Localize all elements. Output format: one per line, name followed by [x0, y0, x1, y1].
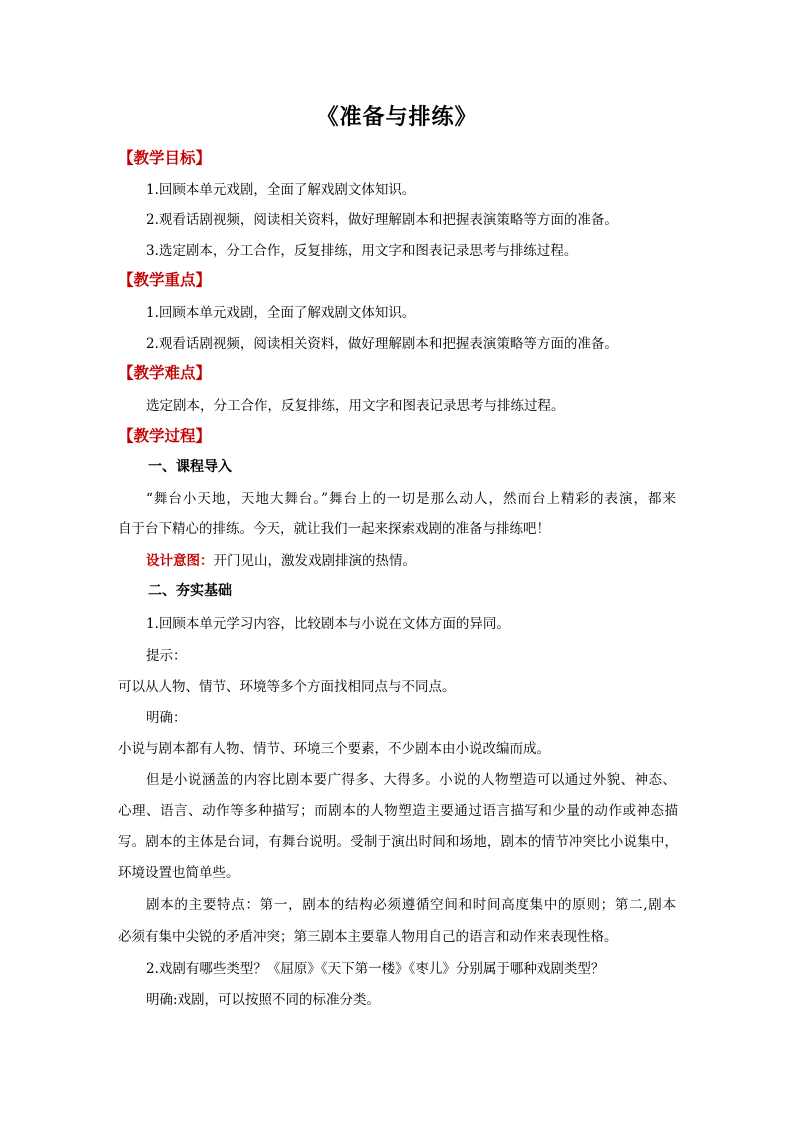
subheading-foundation: 二、夯实基础 — [148, 583, 232, 599]
question-1: 1.回顾本单元学习内容，比较剧本与小说在文体方面的异同。 — [146, 616, 510, 632]
comparison-paragraph-line-4: 环境设置也简单些。 — [118, 865, 240, 881]
comparison-paragraph-line-1: 但是小说涵盖的内容比剧本要广得多、大得多。小说的人物塑造可以通过外貌、神态、 — [146, 772, 676, 788]
comparison-paragraph-line-2: 心理、语言、动作等多种描写；而剧本的人物塑造主要通过语言描写和少量的动作或神态描 — [118, 803, 678, 819]
intro-paragraph-line-2: 自于台下精心的排练。今天，就让我们一起来探索戏剧的准备与排练吧！ — [118, 521, 550, 537]
key-point-item-2: 2.观看话剧视频，阅读相关资料，做好理解剧本和把握表演策略等方面的准备。 — [146, 336, 618, 352]
goal-item-3: 3.选定剧本，分工合作，反复排练，用文字和图表记录思考与排练过程。 — [146, 243, 578, 259]
key-point-item-1: 1.回顾本单元戏剧，全面了解戏剧文体知识。 — [146, 305, 416, 321]
design-intent — [146, 549, 416, 569]
question-2: 2.戏剧有哪些类型？《屈原》《天下第一楼》《枣儿》分别属于哪种戏剧类型？ — [146, 961, 605, 977]
section-heading-process: 【教学过程】 — [118, 427, 212, 445]
comparison-paragraph-line-3: 写。剧本的主体是台词，有舞台说明。受制于演出时间和场地，剧本的情节冲突比小说集中， — [118, 834, 678, 850]
design-intent-label: 设计意图： — [146, 553, 214, 569]
intro-paragraph-line-1: “舞台小天地，天地大舞台。”舞台上的一切是那么动人，然而台上精彩的表演，都来 — [146, 491, 676, 507]
section-heading-goals: 【教学目标】 — [118, 149, 212, 167]
subheading-course-intro: 一、课程导入 — [148, 459, 232, 475]
section-heading-difficulties: 【教学难点】 — [118, 364, 212, 382]
answer-label: 明确： — [146, 710, 187, 726]
document-title: 《准备与排练》 — [316, 105, 478, 130]
hint-text: 可以从人物、情节、环境等多个方面找相同点与不同点。 — [118, 679, 456, 695]
hint-label: 提示： — [146, 648, 187, 664]
answer-line-1: 小说与剧本都有人物、情节、环境三个要素，不少剧本由小说改编而成。 — [118, 741, 550, 757]
question-2-answer: 明确:戏剧，可以按照不同的标准分类。 — [146, 992, 381, 1008]
features-paragraph-line-2: 必须有集中尖锐的矛盾冲突；第三剧本主要靠人物用自己的语言和动作来表现性格。 — [118, 929, 618, 945]
goal-item-1: 1.回顾本单元戏剧，全面了解戏剧文体知识。 — [146, 182, 416, 198]
features-paragraph-line-1: 剧本的主要特点：第一，剧本的结构必须遵循空间和时间高度集中的原则；第二,剧本 — [146, 897, 676, 913]
section-heading-key-points: 【教学重点】 — [118, 271, 212, 289]
goal-item-2: 2.观看话剧视频，阅读相关资料，做好理解剧本和把握表演策略等方面的准备。 — [146, 212, 618, 228]
difficulty-item-1: 选定剧本，分工合作，反复排练，用文字和图表记录思考与排练过程。 — [146, 398, 565, 414]
design-intent-text: 开门见山，激发戏剧排演的热情。 — [213, 553, 416, 569]
